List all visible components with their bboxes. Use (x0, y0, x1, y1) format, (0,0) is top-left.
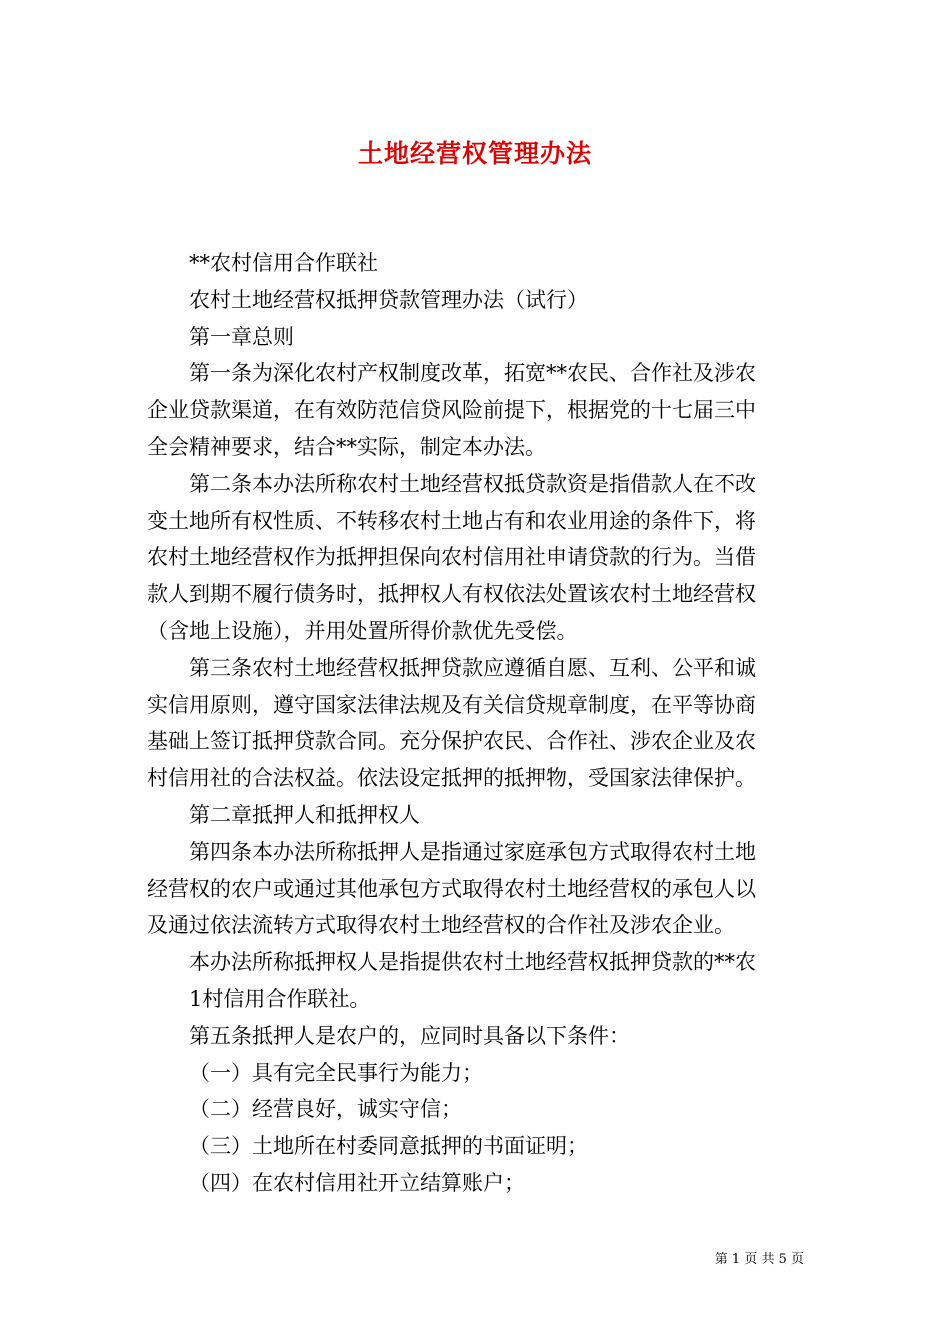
body-line: 第二章抵押人和抵押权人 (189, 802, 420, 827)
body-line: **农村信用合作联社 (189, 251, 378, 275)
body-line: 1村信用合作联社。 (189, 986, 371, 1011)
body-line: 及通过依法流转方式取得农村土地经营权的合作社及涉农企业。 (147, 913, 735, 938)
body-line: 全会精神要求，结合**实际，制定本办法。 (147, 434, 546, 459)
body-line: 款人到期不履行债务时，抵押权人有权依法处置该农村土地经营权 (147, 582, 756, 607)
body-line: （四）在农村信用社开立结算账户； (189, 1170, 525, 1195)
body-line: 第五条抵押人是农户的，应同时具备以下条件： (189, 1023, 630, 1048)
body-line: （二）经营良好，诚实守信； (189, 1097, 462, 1122)
body-line: 村信用社的合法权益。依法设定抵押的抵押物，受国家法律保护。 (147, 766, 756, 791)
body-line: （三）土地所在村委同意抵押的书面证明； (189, 1134, 588, 1159)
body-line: 第一条为深化农村产权制度改革，拓宽**农民、合作社及涉农 (189, 361, 756, 386)
body-line: 农村土地经营权作为抵押担保向农村信用社申请贷款的行为。当借 (147, 545, 756, 570)
body-line: 农村土地经营权抵押贷款管理办法（试行） (189, 287, 588, 312)
body-line: 第三条农村土地经营权抵押贷款应遵循自愿、互利、公平和诚 (189, 655, 756, 680)
document-title: 土地经营权管理办法 (357, 139, 592, 168)
body-line: 经营权的农户或通过其他承包方式取得农村土地经营权的承包人以 (147, 876, 756, 901)
body-line: 企业贷款渠道，在有效防范信贷风险前提下，根据党的十七届三中 (147, 398, 756, 423)
document-body (147, 245, 817, 1202)
body-line: 变土地所有权性质、不转移农村土地占有和农业用途的条件下，将 (147, 508, 756, 533)
body-line: （含地上设施），并用处置所得价款优先受偿。 (147, 618, 578, 643)
body-line: 第一章总则 (189, 324, 294, 349)
body-line: 本办法所称抵押权人是指提供农村土地经营权抵押贷款的**农 (189, 950, 756, 975)
body-line: 第二条本办法所称农村土地经营权抵贷款资是指借款人在不改 (189, 471, 756, 496)
body-line: 实信用原则，遵守国家法律法规及有关信贷规章制度，在平等协商 (147, 692, 756, 717)
page-number: 第 1 页 共 5 页 (714, 1252, 804, 1267)
body-line: 基础上签订抵押贷款合同。充分保护农民、合作社、涉农企业及农 (147, 729, 756, 754)
body-line: 第四条本办法所称抵押人是指通过家庭承包方式取得农村土地 (189, 839, 756, 864)
body-line: （一）具有完全民事行为能力； (189, 1060, 483, 1085)
